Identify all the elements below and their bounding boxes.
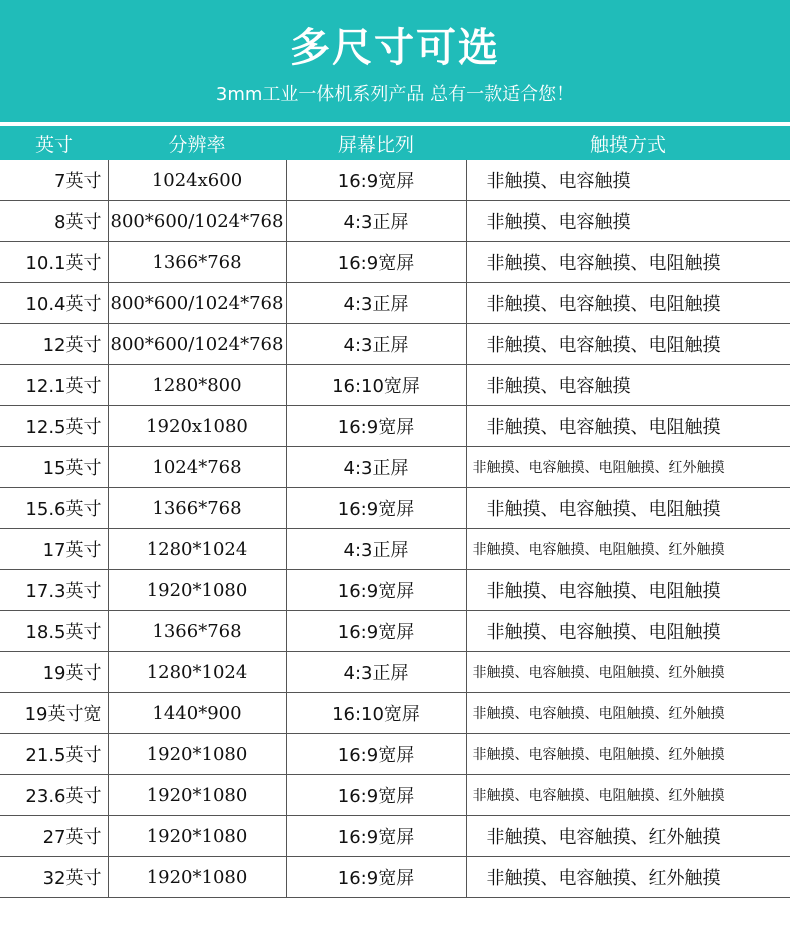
- ratio-cell: 4:3正屏: [286, 447, 466, 488]
- table-row: [0, 734, 790, 775]
- table-row: [0, 406, 790, 447]
- size-cell: 18.5英寸: [0, 611, 108, 652]
- resolution-cell: 1920*1080: [108, 816, 286, 857]
- size-cell: 21.5英寸: [0, 734, 108, 775]
- ratio-cell: 16:9宽屏: [286, 611, 466, 652]
- resolution-cell: 1280*1024: [108, 529, 286, 570]
- resolution-cell: 800*600/1024*768: [108, 201, 286, 242]
- size-cell: 10.1英寸: [0, 242, 108, 283]
- size-cell: 19英寸: [0, 652, 108, 693]
- ratio-cell: 16:10宽屏: [286, 365, 466, 406]
- table-row: [0, 693, 790, 734]
- ratio-cell: 16:9宽屏: [286, 775, 466, 816]
- resolution-cell: 1920*1080: [108, 775, 286, 816]
- size-cell: 23.6英寸: [0, 775, 108, 816]
- ratio-cell: 4:3正屏: [286, 652, 466, 693]
- table-row: [0, 816, 790, 857]
- size-cell: 8英寸: [0, 201, 108, 242]
- size-cell: 12.1英寸: [0, 365, 108, 406]
- ratio-cell: 16:9宽屏: [286, 406, 466, 447]
- size-cell: 7英寸: [0, 160, 108, 201]
- touch-cell: 非触摸、电容触摸、电阻触摸: [466, 283, 790, 324]
- header-row: [0, 126, 790, 160]
- ratio-cell: 16:9宽屏: [286, 488, 466, 529]
- table-row: [0, 775, 790, 816]
- touch-cell: 非触摸、电容触摸、电阻触摸、红外触摸: [466, 652, 790, 693]
- size-cell: 17英寸: [0, 529, 108, 570]
- ratio-cell: 16:10宽屏: [286, 693, 466, 734]
- table-row: [0, 242, 790, 283]
- ratio-cell: 16:9宽屏: [286, 242, 466, 283]
- resolution-cell: 1920*1080: [108, 570, 286, 611]
- size-cell: 10.4英寸: [0, 283, 108, 324]
- table-row: [0, 529, 790, 570]
- size-cell: 12.5英寸: [0, 406, 108, 447]
- size-cell: 15.6英寸: [0, 488, 108, 529]
- size-cell: 27英寸: [0, 816, 108, 857]
- ratio-cell: 16:9宽屏: [286, 734, 466, 775]
- touch-cell: 非触摸、电容触摸、电阻触摸、红外触摸: [466, 693, 790, 734]
- touch-cell: 非触摸、电容触摸: [466, 201, 790, 242]
- spec-table: [0, 126, 790, 898]
- touch-cell: 非触摸、电容触摸: [466, 365, 790, 406]
- touch-cell: 非触摸、电容触摸: [466, 160, 790, 201]
- resolution-cell: 1280*1024: [108, 652, 286, 693]
- table-row: [0, 488, 790, 529]
- resolution-cell: 1366*768: [108, 611, 286, 652]
- table-row: [0, 160, 790, 201]
- ratio-cell: 16:9宽屏: [286, 816, 466, 857]
- ratio-cell: 4:3正屏: [286, 529, 466, 570]
- table-row: [0, 857, 790, 898]
- touch-cell: 非触摸、电容触摸、电阻触摸: [466, 570, 790, 611]
- ratio-cell: 16:9宽屏: [286, 857, 466, 898]
- ratio-cell: 16:9宽屏: [286, 160, 466, 201]
- header-touch: 触摸方式: [466, 126, 790, 160]
- table-row: [0, 365, 790, 406]
- title-banner: [0, 0, 790, 122]
- header-ratio: 屏幕比列: [286, 126, 466, 160]
- size-cell: 12英寸: [0, 324, 108, 365]
- table-row: [0, 611, 790, 652]
- resolution-cell: 800*600/1024*768: [108, 324, 286, 365]
- touch-cell: 非触摸、电容触摸、电阻触摸: [466, 324, 790, 365]
- table-row: [0, 283, 790, 324]
- banner-subtitle: 3mm工业一体机系列产品 总有一款适合您！: [215, 84, 575, 105]
- size-cell: 17.3英寸: [0, 570, 108, 611]
- size-cell: 19英寸宽: [0, 693, 108, 734]
- ratio-cell: 16:9宽屏: [286, 570, 466, 611]
- size-cell: 32英寸: [0, 857, 108, 898]
- touch-cell: 非触摸、电容触摸、电阻触摸: [466, 406, 790, 447]
- table-row: [0, 201, 790, 242]
- table-row: [0, 652, 790, 693]
- touch-cell: 非触摸、电容触摸、电阻触摸: [466, 488, 790, 529]
- resolution-cell: 1024*768: [108, 447, 286, 488]
- ratio-cell: 4:3正屏: [286, 283, 466, 324]
- resolution-cell: 1366*768: [108, 242, 286, 283]
- touch-cell: 非触摸、电容触摸、红外触摸: [466, 816, 790, 857]
- touch-cell: 非触摸、电容触摸、电阻触摸: [466, 242, 790, 283]
- touch-cell: 非触摸、电容触摸、电阻触摸、红外触摸: [466, 529, 790, 570]
- resolution-cell: 1920*1080: [108, 857, 286, 898]
- touch-cell: 非触摸、电容触摸、电阻触摸、红外触摸: [466, 447, 790, 488]
- table-row: [0, 324, 790, 365]
- table-row: [0, 447, 790, 488]
- ratio-cell: 4:3正屏: [286, 201, 466, 242]
- resolution-cell: 1440*900: [108, 693, 286, 734]
- touch-cell: 非触摸、电容触摸、电阻触摸、红外触摸: [466, 775, 790, 816]
- resolution-cell: 1920x1080: [108, 406, 286, 447]
- resolution-cell: 800*600/1024*768: [108, 283, 286, 324]
- touch-cell: 非触摸、电容触摸、电阻触摸: [466, 611, 790, 652]
- header-size: 英寸: [0, 126, 108, 160]
- table-row: [0, 570, 790, 611]
- header-resolution: 分辨率: [108, 126, 286, 160]
- resolution-cell: 1920*1080: [108, 734, 286, 775]
- touch-cell: 非触摸、电容触摸、电阻触摸、红外触摸: [466, 734, 790, 775]
- banner-title: 多尺寸可选: [290, 25, 500, 71]
- spec-table-body: [0, 160, 790, 898]
- ratio-cell: 4:3正屏: [286, 324, 466, 365]
- resolution-cell: 1366*768: [108, 488, 286, 529]
- size-cell: 15英寸: [0, 447, 108, 488]
- touch-cell: 非触摸、电容触摸、红外触摸: [466, 857, 790, 898]
- spec-table-header: [0, 126, 790, 160]
- resolution-cell: 1024x600: [108, 160, 286, 201]
- resolution-cell: 1280*800: [108, 365, 286, 406]
